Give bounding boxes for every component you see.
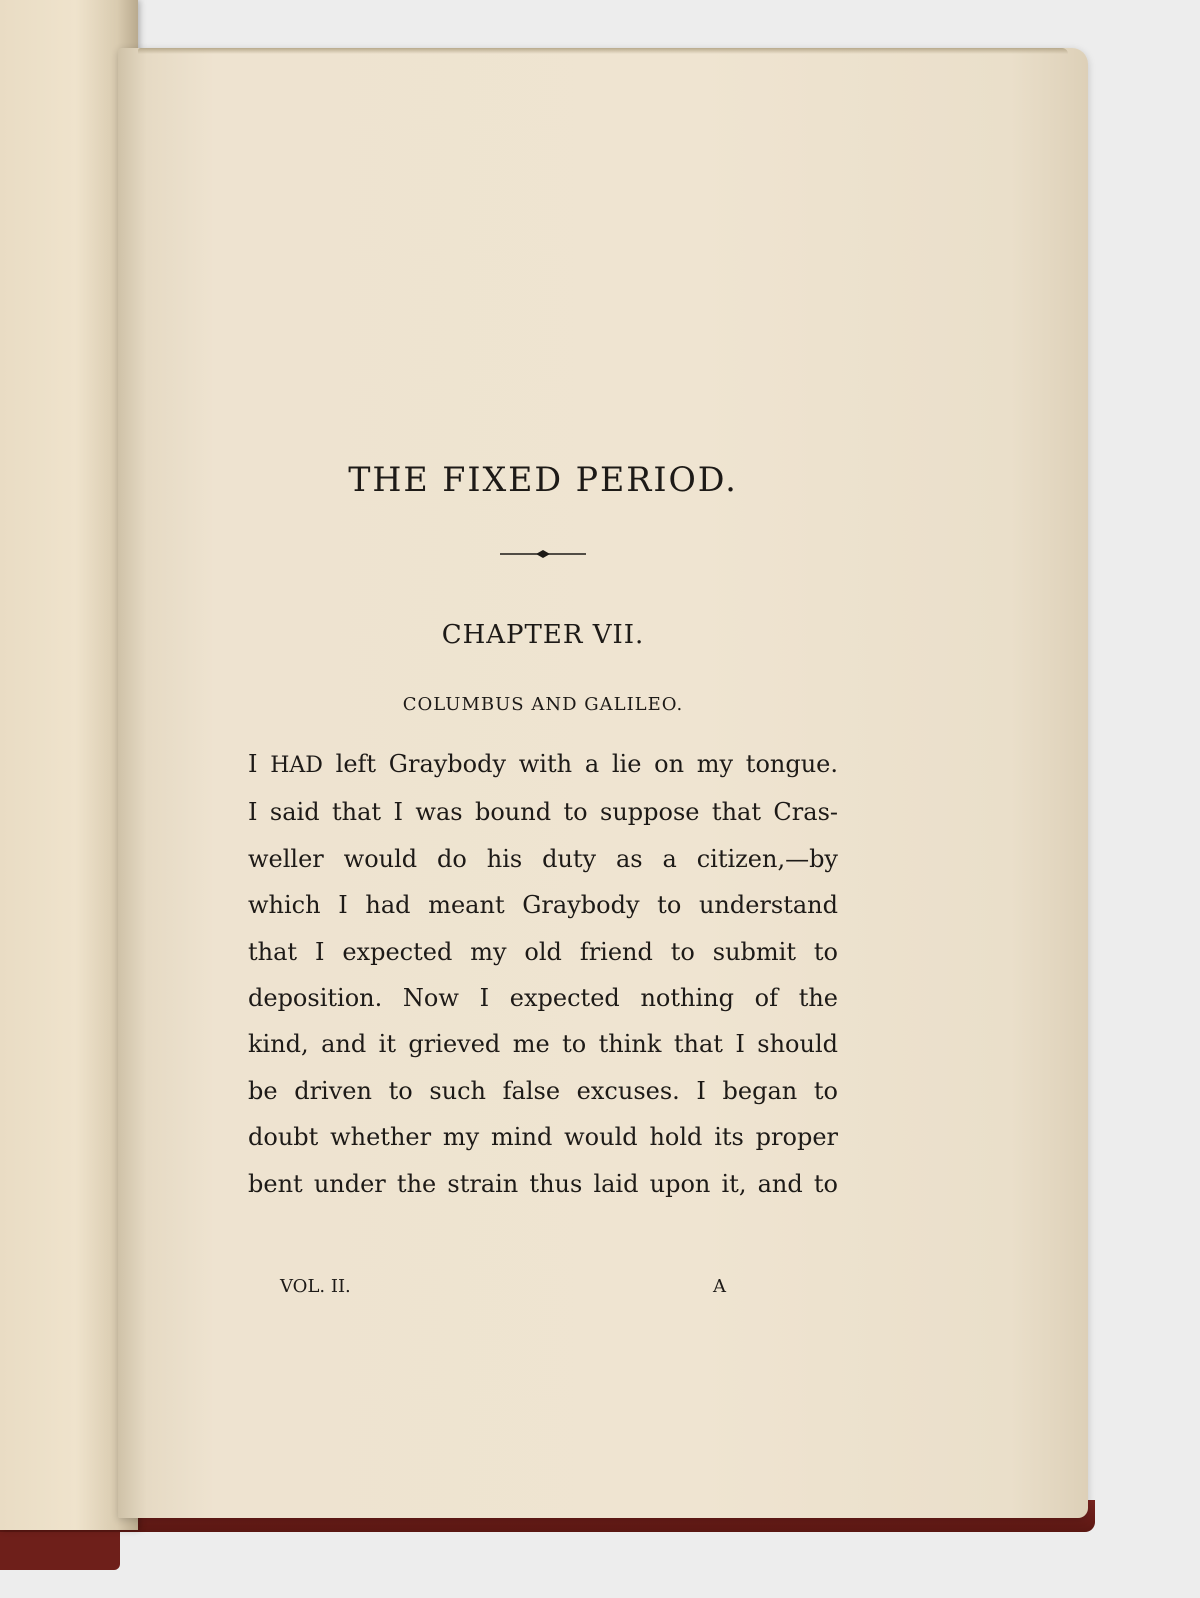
text-line-2: I said that I was bound to suppose that Cras-	[248, 798, 838, 827]
volume-label: VOL. II.	[280, 1276, 351, 1297]
chapter-heading: CHAPTER VII.	[441, 620, 645, 650]
line-1-rest: left Graybody with a lie on my tongue.	[322, 750, 839, 778]
page-footer	[280, 1276, 730, 1302]
page-content	[248, 460, 838, 1207]
line-1-lead: I	[248, 750, 271, 778]
text-line-6: deposition. Now I expected nothing of the	[248, 984, 838, 1013]
text-line-4: which I had meant Graybody to understand	[248, 891, 838, 920]
text-line-10: bent under the strain thus laid upon it, and to	[248, 1169, 838, 1198]
text-line-9: doubt whether my mind would hold its proper	[248, 1123, 838, 1152]
text-line-7: kind, and it grieved me to think that I should	[248, 1030, 838, 1059]
body-text	[248, 741, 838, 1207]
text-line-8: be driven to such false excuses. I began to	[248, 1076, 838, 1105]
ornament-divider-icon	[500, 548, 586, 560]
text-line-1	[248, 741, 838, 789]
book-title: THE FIXED PERIOD.	[348, 460, 738, 500]
chapter-subtitle: COLUMBUS AND GALILEO.	[402, 694, 684, 715]
line-1-smallcaps: HAD	[270, 753, 323, 778]
text-line-3: weller would do his duty as a citizen,—by	[248, 844, 838, 873]
signature-mark: A	[713, 1276, 726, 1297]
page-top-edge	[138, 48, 1068, 54]
text-line-5: that I expected my old friend to submit to	[248, 937, 838, 966]
